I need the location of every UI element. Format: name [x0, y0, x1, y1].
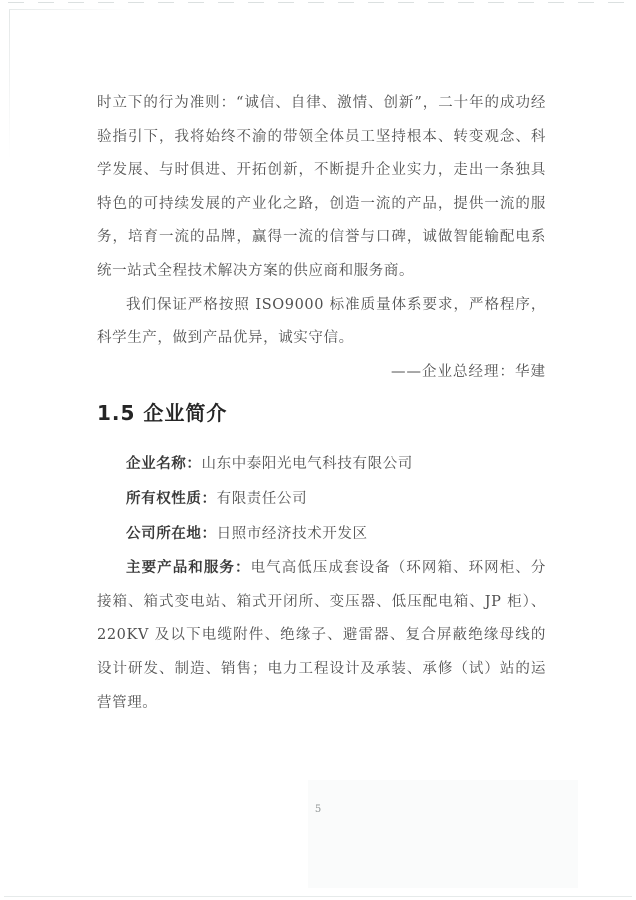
company-name-value: 山东中泰阳光电气科技有限公司 [201, 456, 413, 473]
company-name-label: 企业名称： [126, 455, 202, 473]
info-row-company-name [97, 447, 546, 482]
products-services-label: 主要产品和服务： [126, 559, 251, 577]
ownership-value: 有限责任公司 [216, 490, 308, 507]
info-row-location [97, 517, 546, 552]
page-number: 5 [314, 804, 322, 815]
quote-attribution: ——企业总经理：华建 [391, 363, 546, 380]
location-label: 公司所在地： [126, 524, 217, 542]
paragraph-mission: 时立下的行为准则：“诚信、自律、激情、创新”，二十年的成功经验指引下，我将始终不渝的带领全体员工坚持根本、转变观念、科学发展、与时俱进、开拓创新，不断提升企业实力，走出一条独具特色的可持续发展的产业化之路，创造一流的产品，提供一流的服务，培育一流的品牌，赢得一流的信誉与口碑，诚做智能输配电系统一站式全程技术解决方案的供应商和服务商。 [97, 95, 546, 279]
scan-edge-left [9, 9, 10, 159]
document-body [97, 87, 546, 720]
location-value: 日照市经济技术开发区 [216, 525, 368, 542]
scan-edge-top [8, 2, 630, 3]
scan-smudge [308, 780, 578, 888]
section-heading: 1.5 企业简介 [97, 401, 228, 426]
paragraph-quality-promise: 我们保证严格按照 ISO9000 标准质量体系要求，严格程序，科学生产，做到产品优异，诚实守信。 [97, 296, 546, 347]
scan-edge-bottom [4, 896, 632, 897]
products-services-value: 电气高低压成套设备（环网箱、环网柜、分接箱、箱式变电站、箱式开闭所、变压器、低压配电箱、JP 柜）、220KV 及以下电缆附件、绝缘子、避雷器、复合屏蔽绝缘母线的设计研发、制造、销售；电力工程设计及承装、承修（试）站的运营管理。 [97, 560, 546, 711]
info-row-products-services [97, 551, 546, 720]
ownership-label: 所有权性质： [126, 489, 217, 507]
scan-edge-corner [9, 9, 129, 10]
info-row-ownership [97, 482, 546, 517]
